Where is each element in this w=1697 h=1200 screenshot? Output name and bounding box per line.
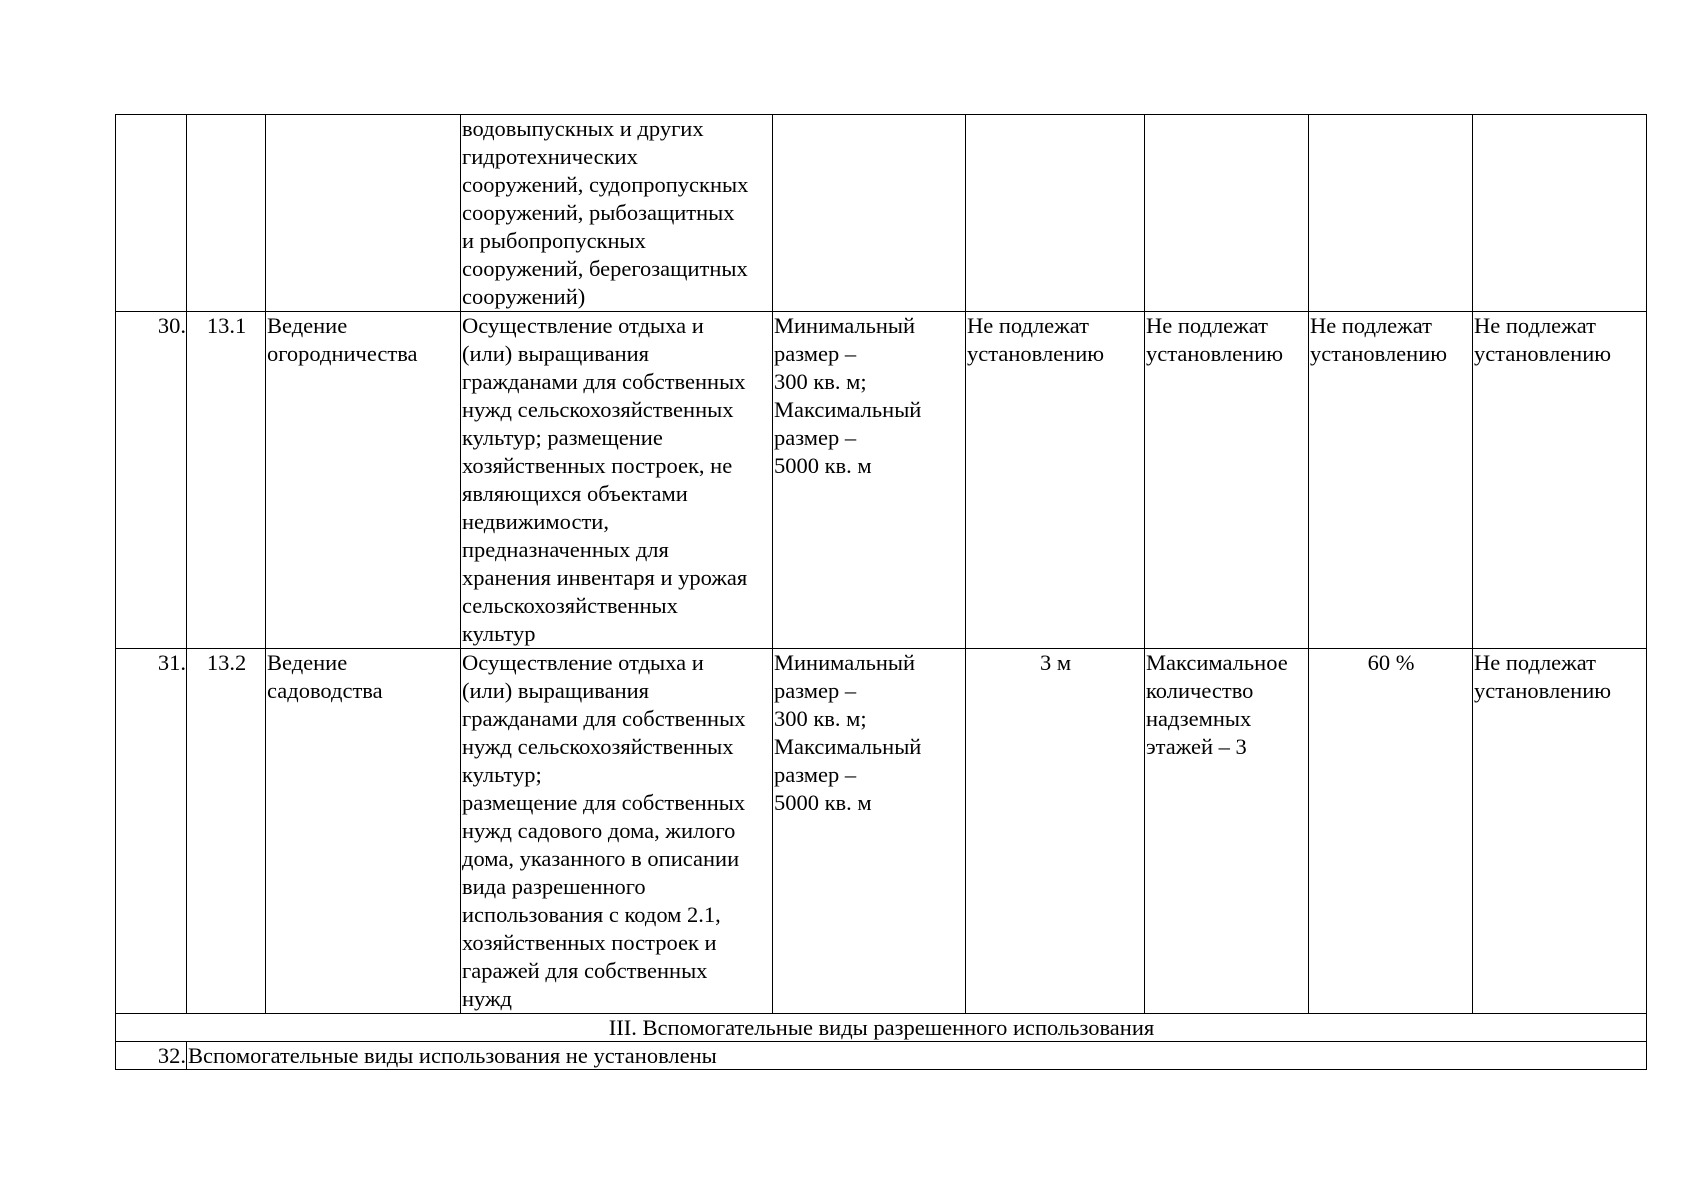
plot-size-cell: Минимальный размер – 300 кв. м; Максимальный размер – 5000 кв. м xyxy=(773,312,966,649)
section-heading: III. Вспомогательные виды разрешенного использования xyxy=(116,1014,1647,1042)
setback-cell xyxy=(966,115,1145,312)
other-params-cell: Не подлежат установлению xyxy=(1473,649,1647,1014)
table-row xyxy=(116,312,1647,649)
plot-size-cell xyxy=(773,115,966,312)
floors-cell: Не подлежат установлению xyxy=(1145,312,1309,649)
floors-cell xyxy=(1145,115,1309,312)
floors-cell: Максимальное количество надземных этажей – 3 xyxy=(1145,649,1309,1014)
plot-size-cell: Минимальный размер – 300 кв. м; Максимальный размер – 5000 кв. м xyxy=(773,649,966,1014)
section-heading-row xyxy=(116,1014,1647,1042)
table-row xyxy=(116,1042,1647,1070)
row-number-cell: 30. xyxy=(116,312,187,649)
row-number-cell: 32. xyxy=(116,1042,187,1070)
description-cell: Осуществление отдыха и (или) выращивания гражданами для собственных нужд сельскохозяйственных культур; размещение хозяйственных построек, не являющихся объектами недвижимости, предназначенных для хранения инвентаря и урожая сельскохозяйственных культур xyxy=(461,312,773,649)
setback-cell: 3 м xyxy=(966,649,1145,1014)
use-name-cell xyxy=(266,115,461,312)
other-params-cell xyxy=(1473,115,1647,312)
other-params-cell: Не подлежат установлению xyxy=(1473,312,1647,649)
coverage-cell: Не подлежат установлению xyxy=(1309,312,1473,649)
use-name-cell: Ведение огородничества xyxy=(266,312,461,649)
table-row xyxy=(116,115,1647,312)
land-use-table xyxy=(115,114,1647,1070)
description-cell: Осуществление отдыха и (или) выращивания гражданами для собственных нужд сельскохозяйственных культур; размещение для собственных нужд садового дома, жилого дома, указанного в описании вида разрешенного использования с кодом 2.1, хозяйственных построек и гаражей для собственных нужд xyxy=(461,649,773,1014)
auxiliary-uses-note: Вспомогательные виды использования не установлены xyxy=(187,1042,1647,1070)
code-cell: 13.1 xyxy=(187,312,266,649)
coverage-cell xyxy=(1309,115,1473,312)
row-number-cell xyxy=(116,115,187,312)
description-cell: водовыпускных и других гидротехнических сооружений, судопропускных сооружений, рыбозащитных и рыбопропускных сооружений, берегозащитных сооружений) xyxy=(461,115,773,312)
code-cell: 13.2 xyxy=(187,649,266,1014)
setback-cell: Не подлежат установлению xyxy=(966,312,1145,649)
coverage-cell: 60 % xyxy=(1309,649,1473,1014)
table-row xyxy=(116,649,1647,1014)
code-cell xyxy=(187,115,266,312)
row-number-cell: 31. xyxy=(116,649,187,1014)
use-name-cell: Ведение садоводства xyxy=(266,649,461,1014)
